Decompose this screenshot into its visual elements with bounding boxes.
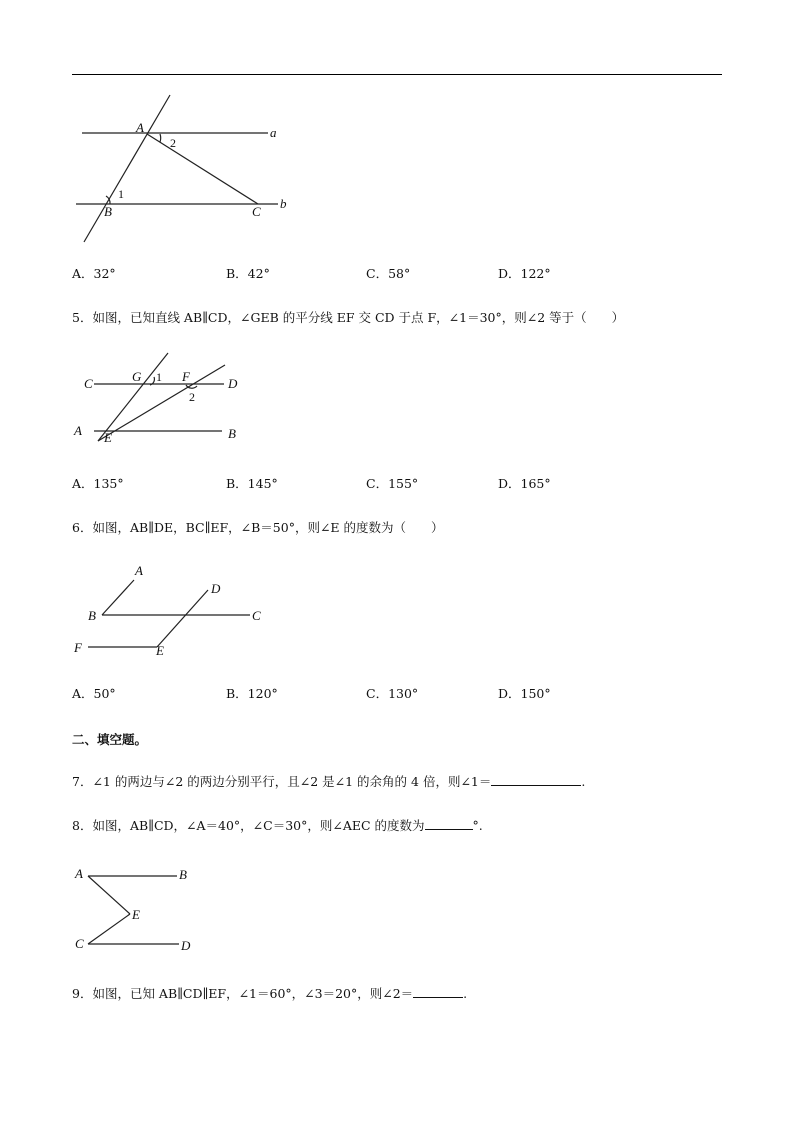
- q8-text: 8．如图，AB∥CD，∠A＝40°，∠C＝30°，则∠AEC 的度数为: [72, 818, 425, 833]
- label-e: E: [132, 907, 140, 922]
- q7-text: 7．∠1 的两边与∠2 的两边分别平行，且∠2 是∠1 的余角的 4 倍，则∠1＝: [72, 774, 492, 789]
- label-1: 1: [156, 370, 162, 384]
- q9-question: [72, 984, 732, 1004]
- segment-ac: [147, 134, 258, 204]
- q9-answer-blank[interactable]: [413, 985, 463, 998]
- label-b: B: [88, 608, 96, 623]
- label-e: E: [156, 643, 164, 658]
- q7-text-end: .: [581, 774, 586, 789]
- q6-choice-c[interactable]: C．130°: [366, 686, 419, 701]
- label-c: C: [75, 936, 84, 951]
- label-c: C: [84, 376, 93, 391]
- label-a-point: A: [136, 120, 144, 135]
- segment-ba: [102, 580, 134, 615]
- label-d: D: [211, 581, 221, 596]
- label-b-point: B: [104, 204, 112, 219]
- label-e: E: [104, 430, 112, 445]
- transversal-line: [84, 95, 170, 242]
- segment-ae: [88, 876, 130, 914]
- label-b: B: [228, 426, 236, 441]
- q5-text: 5．如图，已知直线 AB∥CD，∠GEB 的平分线 EF 交 CD 于点 F，∠1＝30°，则∠2 等于（ ）: [72, 310, 625, 325]
- label-1: 1: [118, 187, 124, 201]
- q4-choice-b[interactable]: B．42°: [226, 266, 270, 281]
- segment-ed: [157, 590, 208, 647]
- q5-choice-b[interactable]: B．145°: [226, 476, 278, 491]
- label-f: F: [182, 369, 190, 384]
- q4-choice-a[interactable]: A．32°: [72, 266, 116, 281]
- label-c-point: C: [252, 204, 261, 219]
- label-line-a: a: [270, 125, 277, 140]
- label-2: 2: [170, 136, 176, 150]
- q4-choice-d[interactable]: D．122°: [498, 266, 551, 281]
- label-b: B: [179, 867, 187, 882]
- label-g: G: [132, 369, 142, 384]
- segment-ec: [88, 914, 130, 944]
- q4-choice-c[interactable]: C．58°: [366, 266, 411, 281]
- q8-question: [72, 816, 732, 836]
- q6-figure: [72, 560, 272, 660]
- q8-answer-blank[interactable]: [425, 817, 473, 830]
- q4-choices: [72, 264, 722, 284]
- q6-text: 6．如图，AB∥DE，BC∥EF，∠B＝50°，则∠E 的度数为（ ）: [72, 520, 444, 535]
- q5-choice-d[interactable]: D．165°: [498, 476, 551, 491]
- label-a: A: [135, 563, 143, 578]
- label-c: C: [252, 608, 261, 623]
- section-2-title: 二、填空题。: [72, 732, 148, 747]
- q4-figure: [70, 90, 300, 245]
- q9-text-end: .: [463, 986, 468, 1001]
- q5-choices: [72, 474, 722, 494]
- q8-text-end: °.: [472, 818, 483, 833]
- label-d: D: [181, 938, 191, 953]
- q5-choice-c[interactable]: C．155°: [366, 476, 419, 491]
- label-f: F: [74, 640, 82, 655]
- label-2: 2: [189, 390, 195, 404]
- q8-figure: [72, 862, 202, 954]
- q5-figure: [72, 348, 252, 448]
- q6-choice-a[interactable]: A．50°: [72, 686, 116, 701]
- line-eg: [98, 353, 168, 441]
- label-a: A: [74, 423, 82, 438]
- label-d: D: [228, 376, 238, 391]
- q6-choices: [72, 684, 722, 704]
- q6-choice-d[interactable]: D．150°: [498, 686, 551, 701]
- q7-question: [72, 772, 732, 792]
- q6-choice-b[interactable]: B．120°: [226, 686, 278, 701]
- angle-2-arc: [160, 134, 161, 142]
- q5-choice-a[interactable]: A．135°: [72, 476, 124, 491]
- label-line-b: b: [280, 196, 287, 211]
- label-a: A: [75, 866, 83, 881]
- header-rule: [72, 74, 722, 75]
- q7-answer-blank[interactable]: [491, 773, 581, 786]
- q9-text: 9．如图，已知 AB∥CD∥EF，∠1＝60°，∠3＝20°，则∠2＝: [72, 986, 414, 1001]
